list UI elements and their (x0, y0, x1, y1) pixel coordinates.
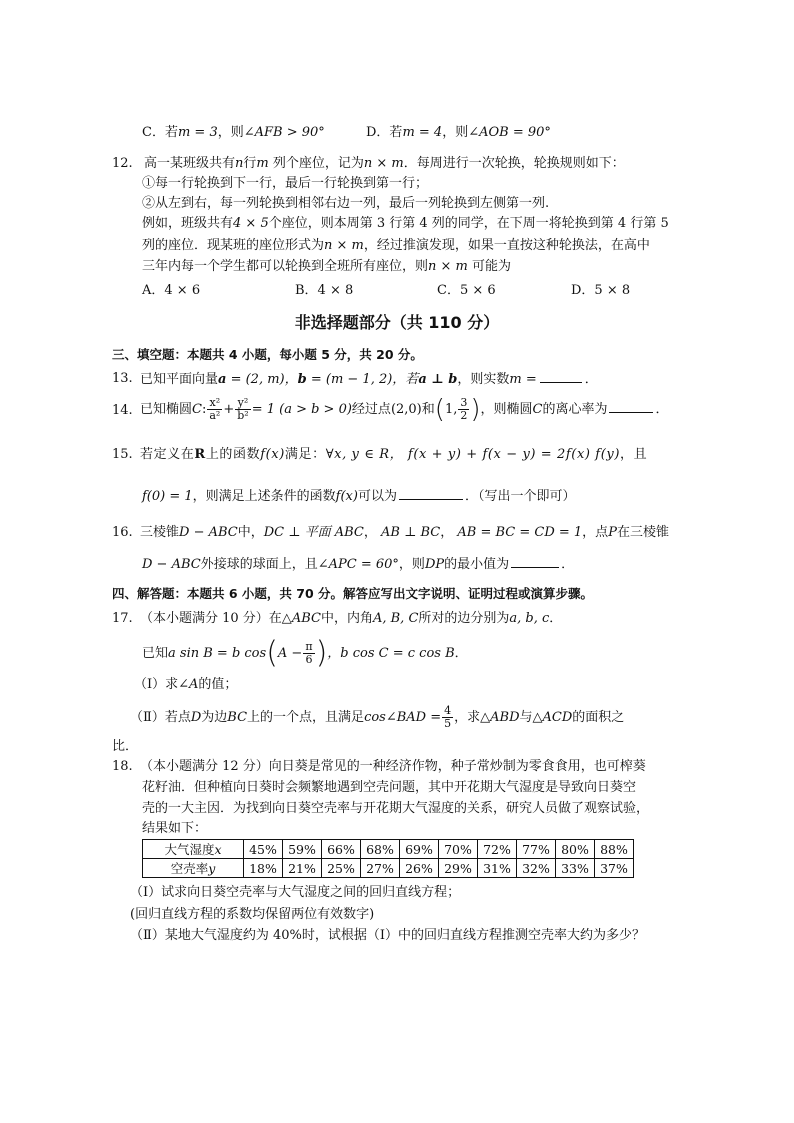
q14-number: 14. (112, 403, 133, 418)
q13-answer-blank[interactable] (540, 370, 582, 383)
q18-number: 18. (112, 759, 133, 774)
q11-option-d-mid: ，则 (442, 125, 469, 140)
q13-number: 13. (112, 371, 133, 386)
q12-rule-1: ①每一行轮换到下一行，最后一行轮换到第一行； (142, 176, 429, 191)
q11-option-c-expr: m = 3 (177, 125, 218, 140)
q16-number: 16. (112, 525, 133, 540)
q15-answer-blank[interactable] (399, 487, 463, 500)
part4-heading: 四、解答题：本题共 6 小题，共 70 分。解答应写出文字说明、证明过程或演算步骤。 (112, 586, 594, 601)
q11-option-d-tail: ∠AOB = 90° (468, 125, 551, 140)
table-cell: 25% (322, 859, 361, 878)
q14-text: 已知椭圆C: $\frac{\text{x²}}{\text{a²}}$ + $\frac{\text{y²}}{\text{b²}}$ = 1 (a > b > 0)经过点(2,0)和(1, $\frac{3}{2}$ )，则椭圆C的离心率为 ． (140, 394, 669, 425)
q12-option-a: A．4 × 6 (142, 283, 201, 298)
q16-line-1: 三棱锥D − ABC中，DC ⊥ 平面 ABC， AB ⊥ BC， AB = BC = CD = 1，点P在三棱锥 (140, 525, 669, 540)
table-cell: 68% (361, 840, 400, 859)
table-cell: 88% (595, 840, 634, 859)
table-header-humidity: 大气湿度x (143, 840, 244, 859)
q11-option-c-mid: ，则 (217, 125, 244, 140)
q17-number: 17. (112, 611, 133, 626)
q12-option-d: D．5 × 8 (571, 283, 631, 298)
q18-data-table (142, 839, 634, 878)
table-cell: 32% (517, 859, 556, 878)
q17-part-2-end: 比． (112, 739, 139, 754)
table-cell: 37% (595, 859, 634, 878)
table-cell: 31% (478, 859, 517, 878)
section-title: 非选择题部分（共 110 分） (294, 313, 500, 332)
q18-line-2: 花籽油．但种植向日葵时会频繁地遇到空壳问题，其中开花期大气湿度是导致向日葵空 (142, 780, 637, 795)
part3-heading: 三、填空题：本题共 4 小题，每小题 5 分，共 20 分。 (112, 347, 423, 362)
table-cell: 33% (556, 859, 595, 878)
q12-example-1: 例如，班级共有4 × 5个座位，则本周第 3 行第 4 列的同学，在下周一将轮换到第 4 行第 5 (142, 216, 669, 231)
table-cell: 66% (322, 840, 361, 859)
q12-line-1: 高一某班级共有n行m 列个座位，记为n × m．每周进行一次轮换，轮换规则如下： (144, 156, 625, 171)
q15-line-2: f(0) = 1，则满足上述条件的函数f(x)可以为 ．（写出一个即可） (142, 489, 576, 504)
q17-line-2: 已知a sin B = b cos(A − $\frac{\pi}{6}$ )，b cos C = c cos B． (142, 635, 468, 671)
q14-answer-blank[interactable] (609, 400, 653, 413)
q11-option-c-label: C．若 (142, 125, 178, 140)
table-row-humidity (143, 840, 634, 859)
table-cell: 80% (556, 840, 595, 859)
table-cell: 29% (439, 859, 478, 878)
q17-line-1: （本小题满分 10 分）在△ABC中，内角A, B, C所对的边分别为a, b, c． (140, 611, 563, 626)
table-cell: 18% (244, 859, 283, 878)
q18-part-1: （I）试求向日葵空壳率与大气湿度之间的回归直线方程； (130, 885, 461, 900)
table-row-empty-rate (143, 859, 634, 878)
q12-example-3: 三年内每一个学生都可以轮换到全班所有座位，则n × m 可能为 (142, 259, 512, 274)
q12-option-c: C．5 × 6 (437, 283, 496, 298)
table-cell: 45% (244, 840, 283, 859)
table-cell: 69% (400, 840, 439, 859)
table-cell: 59% (283, 840, 322, 859)
q12-rule-2: ②从左到右，每一列轮换到相邻右边一列，最后一列轮换到左侧第一列. (142, 196, 550, 211)
q11-option-d-label: D．若 (366, 125, 403, 140)
q12-example-2: 列的座位．现某班的座位形式为n × m，经过推演发现，如果一直按这种轮换法，在高中 (142, 238, 650, 253)
q16-answer-blank[interactable] (511, 555, 559, 568)
q11-option-c-tail: ∠AFB > 90° (243, 125, 325, 140)
table-cell: 70% (439, 840, 478, 859)
table-cell: 21% (283, 859, 322, 878)
table-cell: 72% (478, 840, 517, 859)
q11-option-c (142, 124, 325, 142)
table-header-empty-rate: 空壳率y (143, 859, 244, 878)
q11-option-d (366, 124, 551, 142)
table-cell: 27% (361, 859, 400, 878)
q18-line-4: 结果如下： (142, 821, 208, 836)
q18-note: (回归直线方程的系数均保留两位有效数字) (130, 907, 375, 922)
q17-part-1: （I）求∠A的值； (134, 677, 238, 692)
q17-part-2: （Ⅱ）若点D为边BC上的一个点，且满足cos∠BAD = $\frac{4}{5}$ ，求△ABD与△ACD的面积之 (130, 704, 625, 730)
q13-text: 已知平面向量a = (2, m)，b = (m − 1, 2)，若a ⊥ b，则实数m = ． (140, 372, 598, 387)
q18-line-3: 壳的一大主因．为找到向日葵空壳率与开花期大气湿度的关系，研究人员做了观察试验， (142, 801, 650, 816)
q15-line-1: 若定义在R上的函数f(x)满足：∀x, y ∈ R， f(x + y) + f(x − y) = 2f(x) f(y)，且 (140, 447, 648, 462)
table-cell: 26% (400, 859, 439, 878)
q12-number: 12. (112, 156, 133, 171)
q16-line-2: D − ABC外接球的球面上，且∠APC = 60°，则DP的最小值为 ． (142, 557, 575, 572)
q18-part-2: （Ⅱ）某地大气湿度约为 40%时，试根据（I）中的回归直线方程推测空壳率大约为多少？ (130, 928, 645, 943)
q18-line-1: （本小题满分 12 分）向日葵是常见的一种经济作物，种子常炒制为零食食用，也可榨葵 (140, 759, 646, 774)
q11-option-d-expr: m = 4 (402, 125, 443, 140)
q12-option-b: B．4 × 8 (295, 283, 354, 298)
q15-number: 15. (112, 447, 133, 462)
table-cell: 77% (517, 840, 556, 859)
